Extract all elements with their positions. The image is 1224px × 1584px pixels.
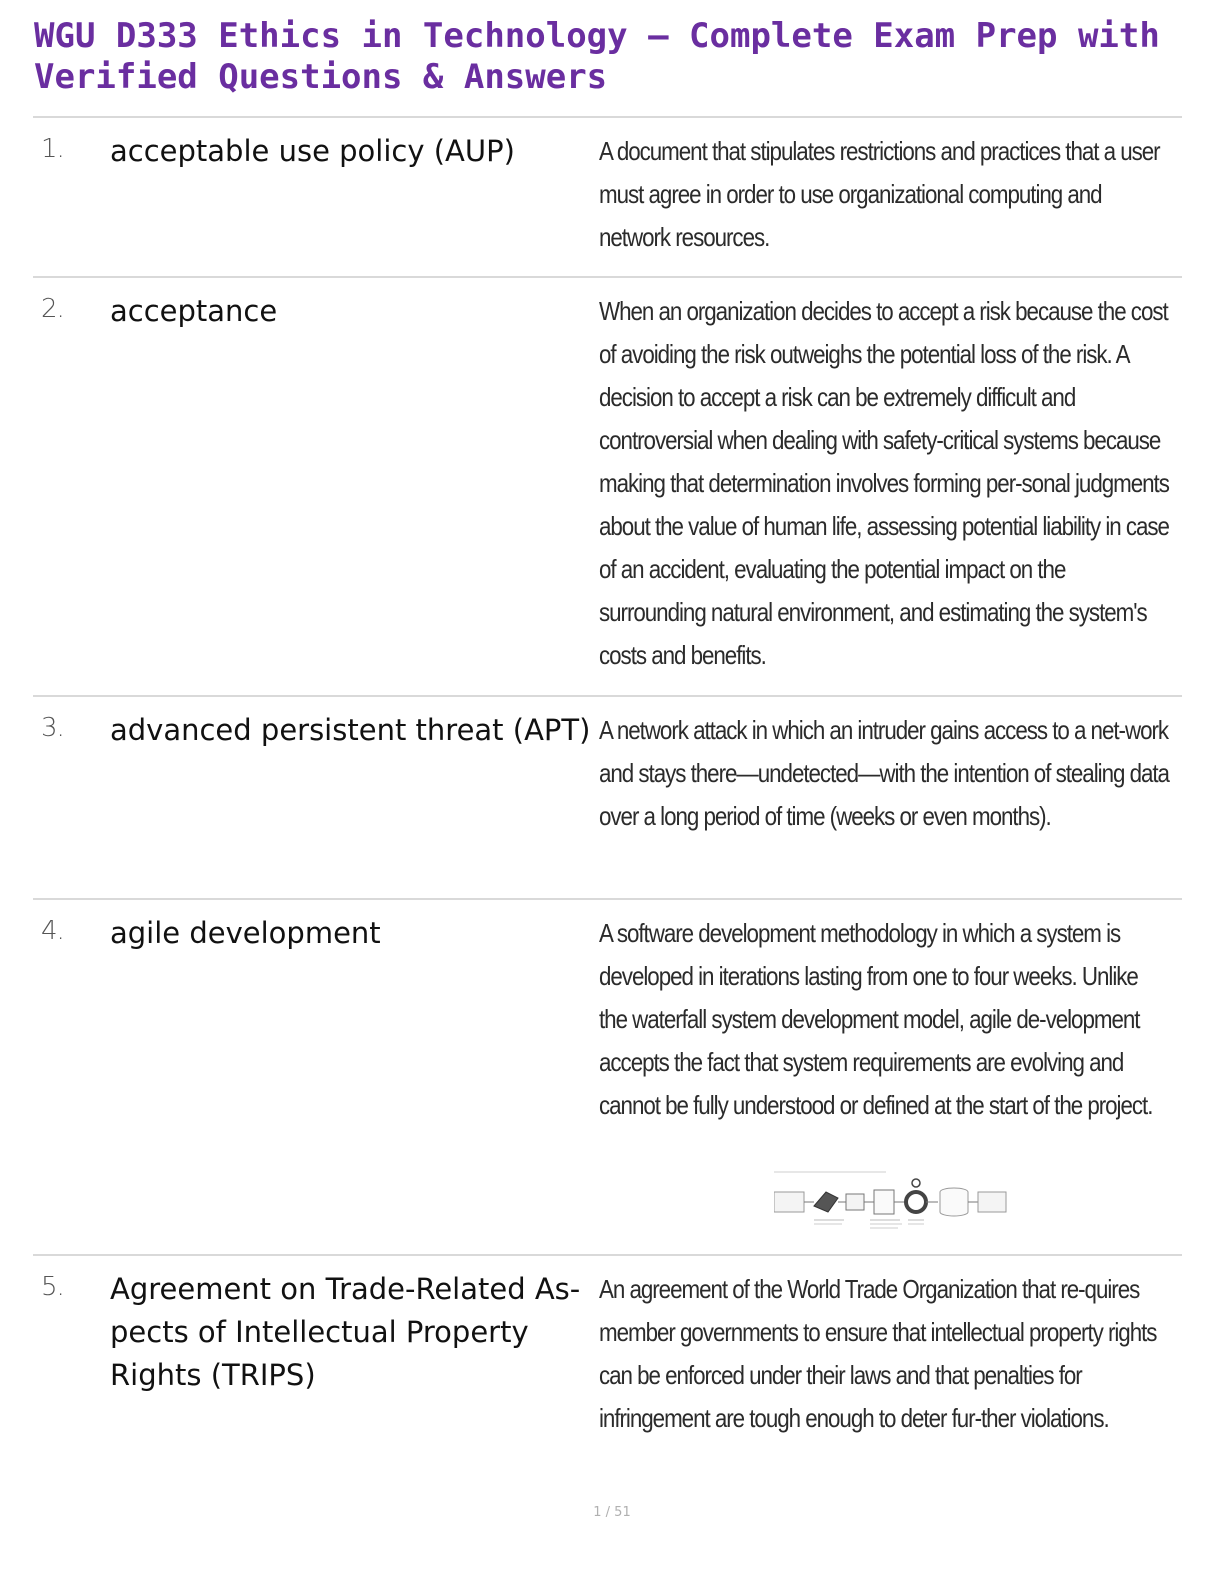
entry-term: Agreement on Trade-Related As-pects of Intellectual Property Rights (TRIPS) <box>110 1272 581 1392</box>
agile-process-diagram <box>774 1168 1034 1248</box>
glossary-list <box>33 116 1182 1496</box>
glossary-entry <box>33 116 1182 276</box>
document-title: WGU D333 Ethics in Technology – Complete Exam Prep with Verified Questions & Answers <box>34 16 1160 97</box>
glossary-entry <box>33 898 1182 1254</box>
entry-definition: A network attack in which an intruder gains access to a net-work and stays there—undetected—with the intention of stealing data over a long period of time (weeks or even months). <box>599 715 1169 831</box>
entry-term: agile development <box>110 916 381 950</box>
glossary-entry <box>33 276 1182 695</box>
entry-term: acceptable use policy (AUP) <box>110 134 515 168</box>
entry-definition: A document that stipulates restrictions and practices that a user must agree in order to use organizational computing and network resources. <box>599 136 1160 252</box>
glossary-entry <box>33 695 1182 898</box>
entry-number: 2. <box>41 294 64 324</box>
entry-number: 4. <box>41 916 64 946</box>
entry-definition: When an organization decides to accept a risk because the cost of avoiding the risk outweighs the potential loss of the risk. A decision to accept a risk can be extremely difficult and controversial when dealing with safety-critical systems because making that determination involves forming per-sonal judgments about the value of human life, assessing potential liability in case of an accident, evaluating the potential impact on the surrounding natural environment, and estimating the system's costs and benefits. <box>599 296 1169 670</box>
entry-definition: A software development methodology in which a system is developed in iterations lasting from one to four weeks. Unlike the waterfall system development model, agile de-velopment accepts the fact that system requirements are evolving and cannot be fully understood or defined at the start of the project. <box>599 918 1153 1120</box>
page-number: 1 / 51 <box>593 1505 631 1520</box>
entry-number: 1. <box>41 134 64 164</box>
glossary-entry <box>33 1254 1182 1496</box>
entry-number: 3. <box>41 713 64 743</box>
entry-term: acceptance <box>110 294 278 328</box>
entry-definition: An agreement of the World Trade Organization that re-quires member governments to ensure that intellectual property rights can be enforced under their laws and that penalties for infringement are tough enough to deter fur-ther violations. <box>599 1274 1157 1433</box>
entry-term: advanced persistent threat (APT) <box>110 713 591 747</box>
entry-number: 5. <box>41 1272 64 1302</box>
